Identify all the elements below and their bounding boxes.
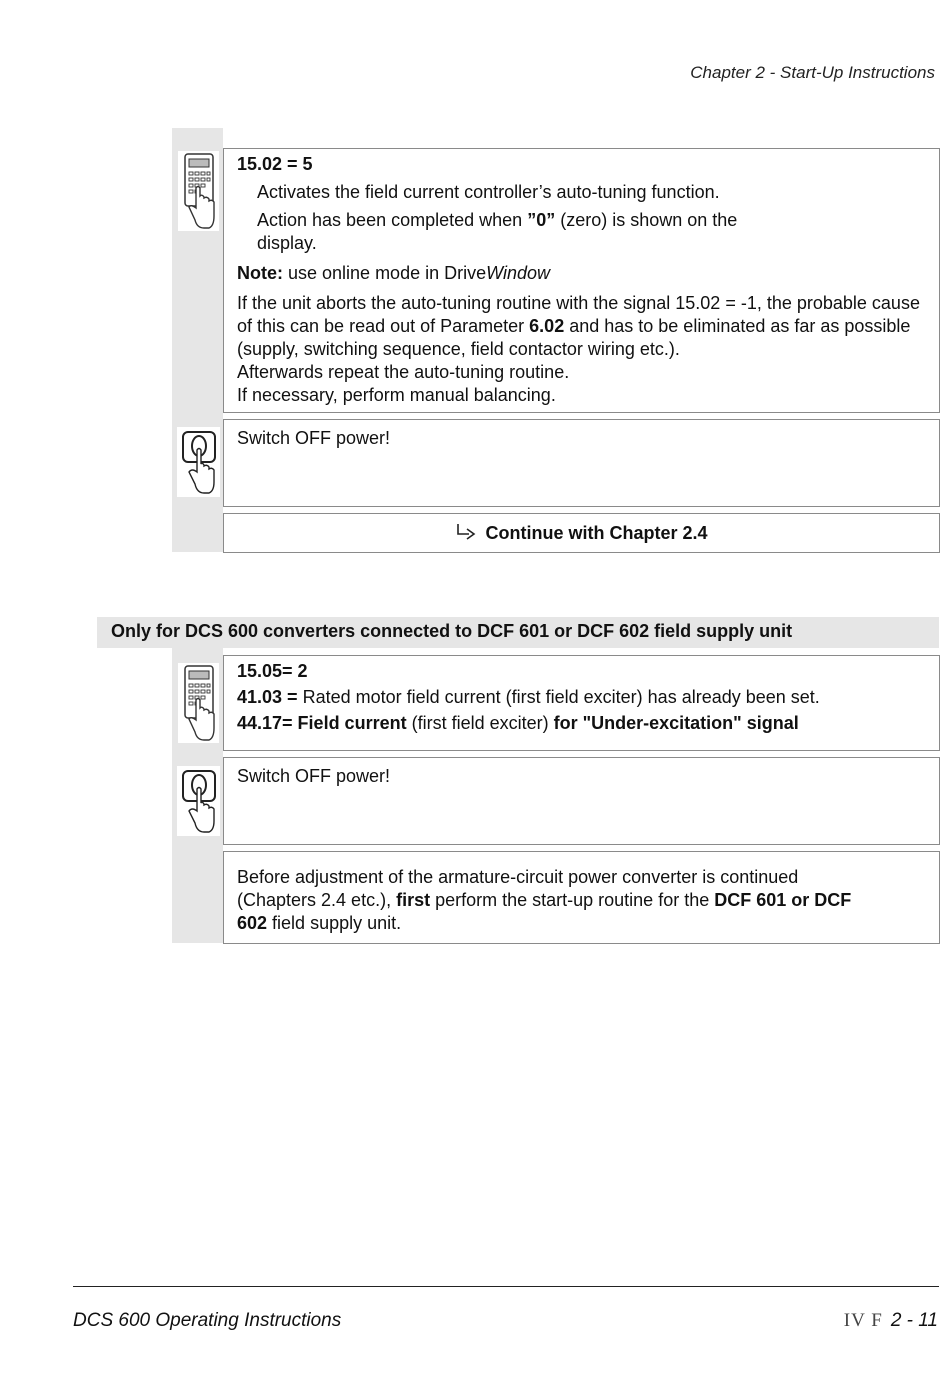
dcf-parameters-box	[223, 655, 940, 751]
switch-off-power-text-2: Switch OFF power!	[237, 766, 391, 786]
keypad-graphic	[182, 664, 216, 742]
control-panel-keypad-icon	[178, 151, 219, 231]
param-41-03: 41.03 = Rated motor field current (first field exciter) has already been set.	[237, 687, 820, 707]
repeat-routine-text: Afterwards repeat the auto-tuning routine.	[237, 362, 570, 382]
switch-off-power-text-1: Switch OFF power!	[237, 428, 391, 448]
footer-rule	[73, 1286, 939, 1287]
action-completed-continuation: display.	[257, 233, 317, 253]
dcf-section-heading: Only for DCS 600 converters connected to DCF 601 or DCF 602 field supply unit	[97, 617, 939, 648]
dcf-startup-note-box	[223, 851, 940, 944]
upper-gray-tab	[172, 128, 223, 148]
chapter-header: Chapter 2 - Start-Up Instructions	[690, 63, 935, 82]
dcf-startup-note-text: Before adjustment of the armature-circuit power converter is continued (Chapters 2.4 etc.), first perform the start-up routine for the DCF 601 or DCF 602 field supply unit.	[237, 867, 852, 933]
manual-balancing-text: If necessary, perform manual balancing.	[237, 385, 556, 405]
switch-off-power-icon	[177, 427, 220, 497]
power-switch-graphic	[180, 428, 218, 496]
footer-document-title: DCS 600 Operating Instructions	[73, 1310, 342, 1331]
param-44-17: 44.17= Field current (first field exciter) for "Under-excitation" signal	[237, 713, 799, 733]
power-switch-graphic	[180, 767, 218, 835]
keypad-graphic	[182, 152, 216, 230]
switch-off-power-box-1	[223, 419, 940, 507]
continue-arrow-icon	[455, 522, 477, 544]
continue-chapter-box	[223, 513, 940, 553]
abort-explanation-text: If the unit aborts the auto-tuning routine with the signal 15.02 = -1, the probable cause of this can be read out of Parameter 6.02 and has to be eliminated as far as possible (supply, switching sequence, field contactor wiring etc.).	[237, 293, 920, 359]
switch-off-power-box-2	[223, 757, 940, 845]
footer-page-info	[844, 1309, 938, 1332]
footer-code: IV F	[843, 1310, 883, 1331]
param-15-05: 15.05= 2	[237, 661, 308, 681]
continue-chapter-label: Continue with Chapter 2.4	[485, 522, 708, 543]
footer-page-number: 2 - 11	[890, 1310, 938, 1331]
auto-tuning-instructions-box	[223, 148, 940, 413]
action-completed-text: Action has been completed when ”0” (zero) is shown on the	[257, 210, 738, 230]
switch-off-power-icon	[177, 766, 220, 836]
control-panel-keypad-icon	[178, 663, 219, 743]
auto-tuning-activation-text: Activates the field current controller’s auto-tuning function.	[257, 182, 720, 202]
online-mode-note: Note: use online mode in DriveWindow	[237, 263, 550, 283]
param-15-02-heading: 15.02 = 5	[237, 154, 313, 174]
